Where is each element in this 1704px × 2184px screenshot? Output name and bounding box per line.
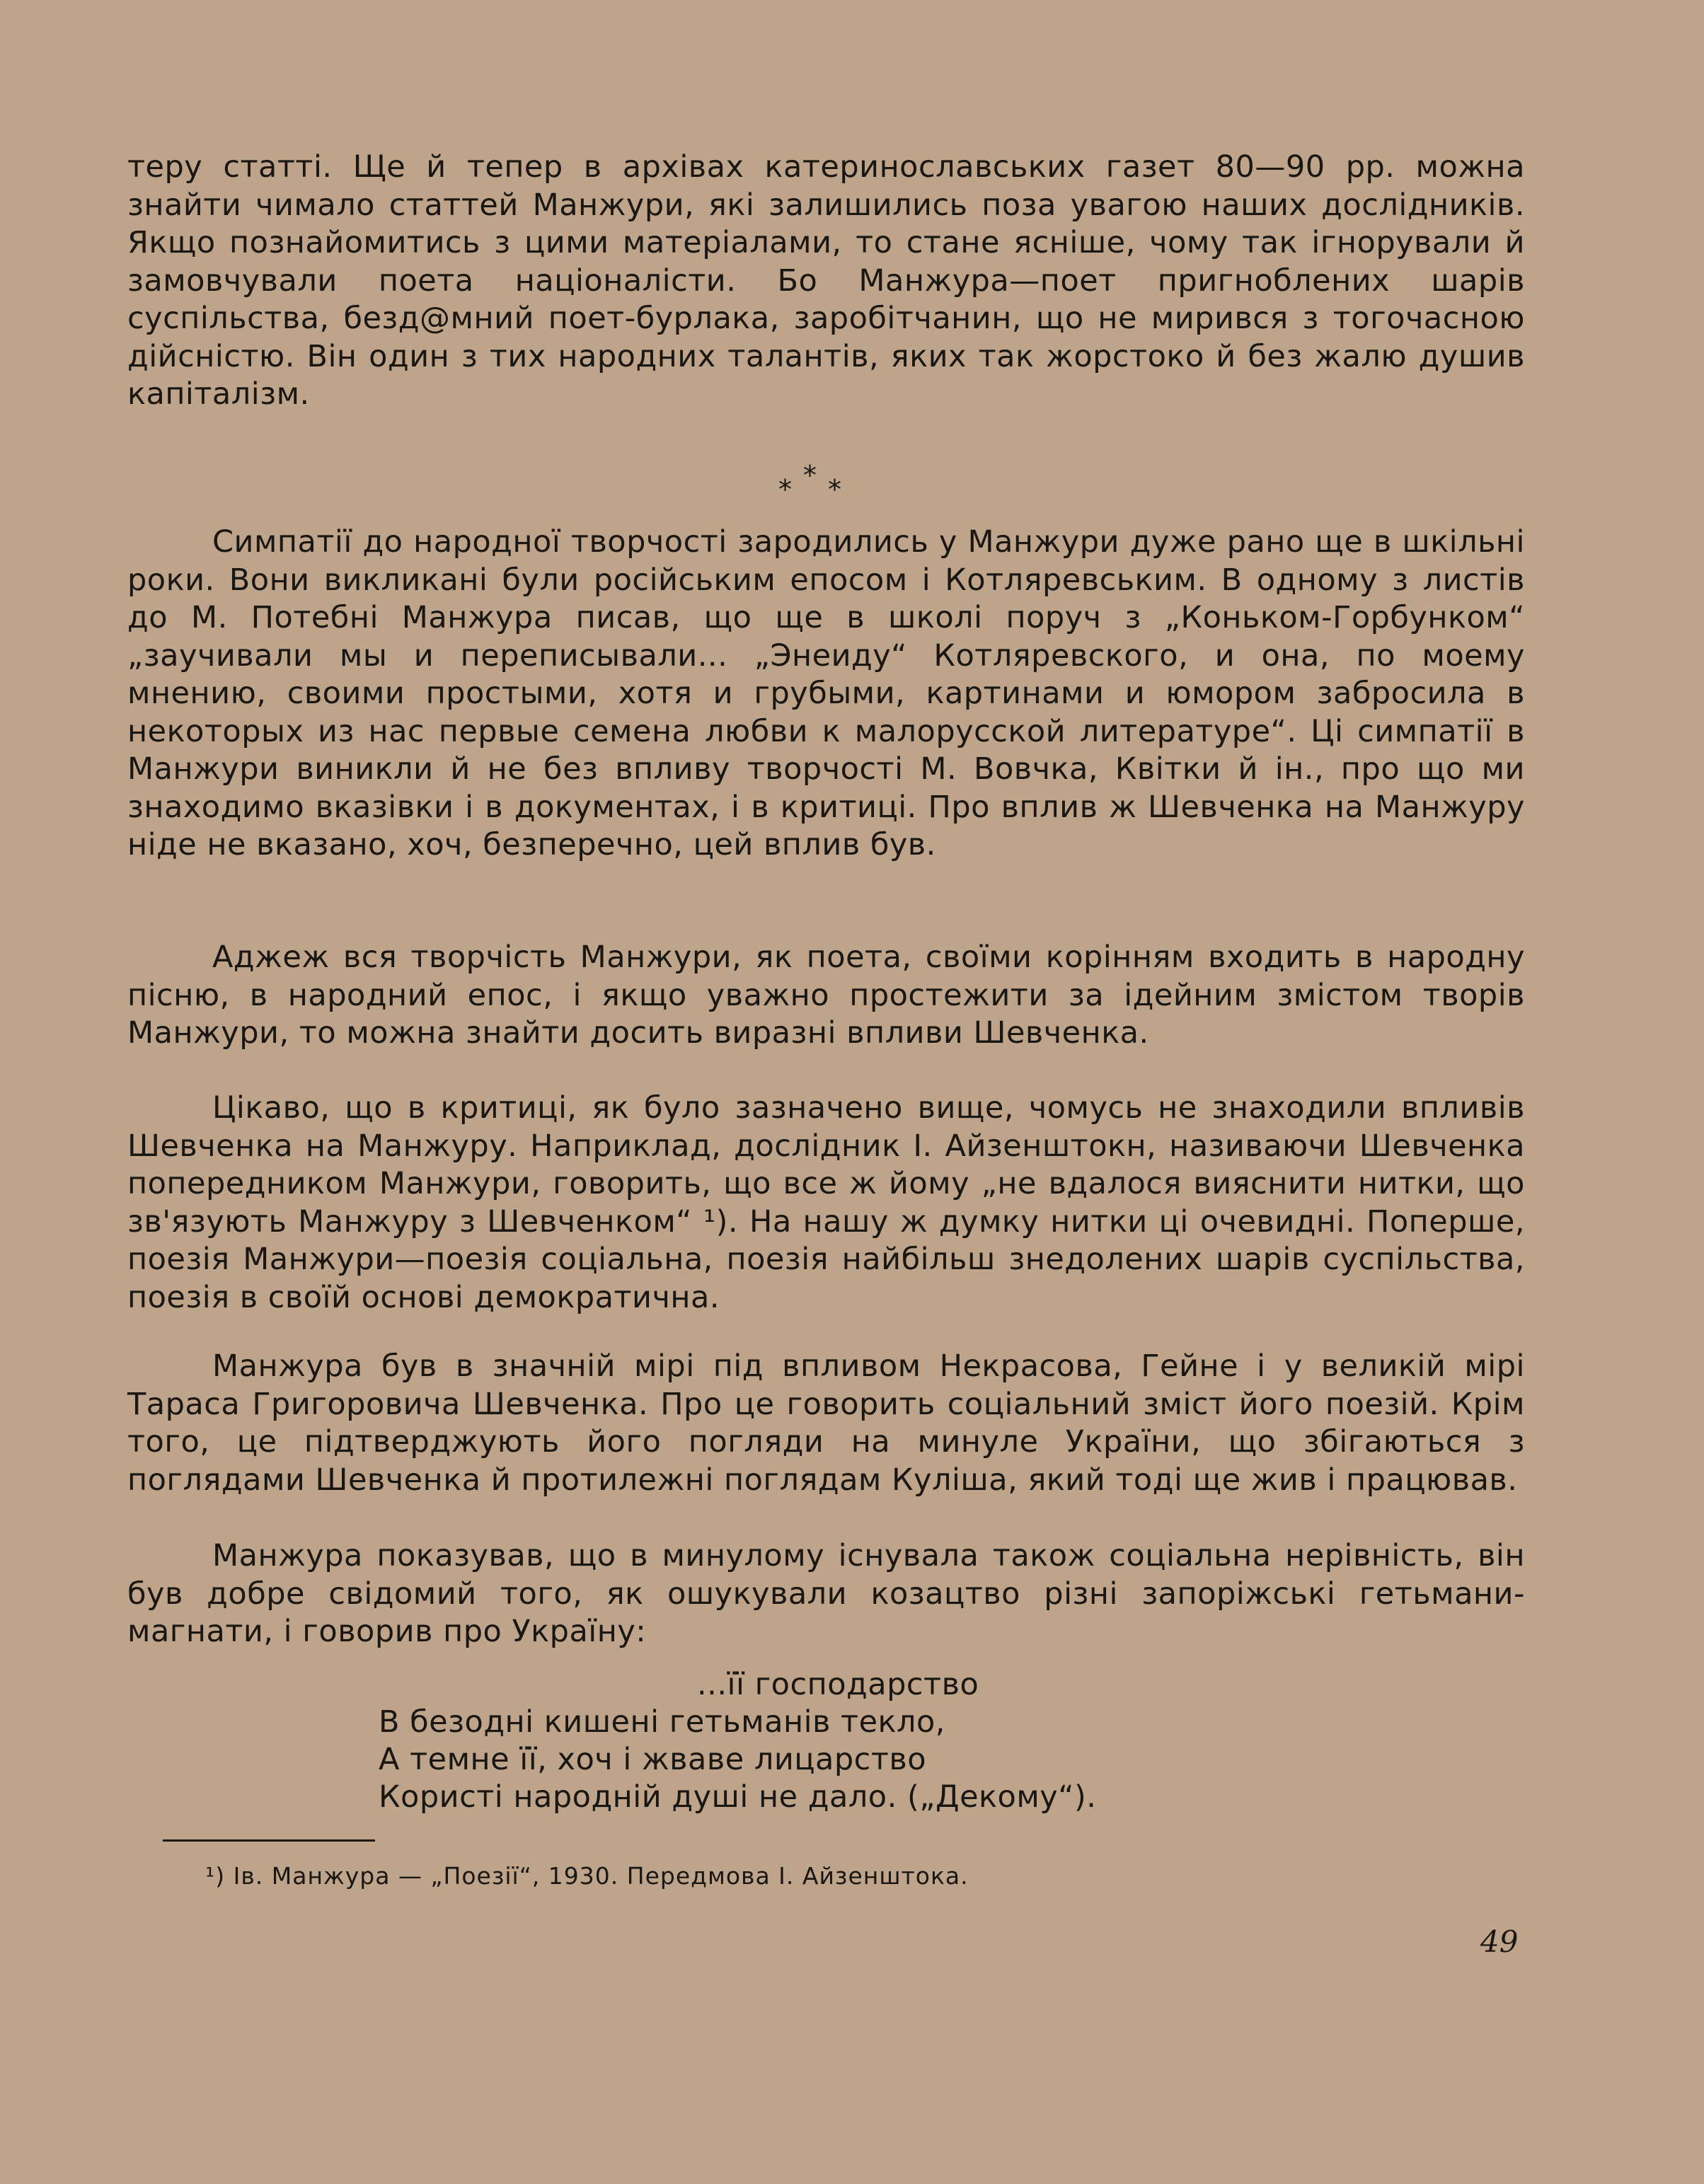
paragraph-manzhura-inequality: Манжура показував, що в минулому існувала також соціальна нерівність, він був добре свідомий того, як ошукували козацтво різні запоріжські гетьмани-магнати, і говорив про Україну:: [127, 1538, 1525, 1649]
paragraph-adzhezh: Аджеж вся творчість Манжури, як поета, своїми корінням входить в народну пісню, в народний епос, і якщо уважно простежити за ідейним змістом творів Манжури, то можна знайти досить виразні впливи Шевченка.: [127, 940, 1525, 1051]
footnote-divider: [163, 1839, 375, 1842]
poem-quote: [379, 1666, 1096, 1816]
paragraph-tsikavo: Цікаво, що в критиці, як було зазначено вище, чомусь не знаходили впливів Шевченка на Манжуру. Наприклад, дослідник І. Айзенштокн, називаючи Шевченка попередником Манжури, говорить, що все ж йому „не вдалося вияснити нитки, що зв'язують Манжуру з Шевченком“ ¹). На нашу ж думку нитки ці очевидні. Поперше, поезія Манжури—поезія соціальна, поезія найбільш знедолених шарів суспільства, поезія в своїй основі демократична.: [127, 1090, 1525, 1315]
paragraph-manzhura-influence: Манжура був в значній мірі під впливом Некрасова, Гейне і у великій мірі Тараса Григоровича Шевченка. Про це говорить соціальний зміст його поезій. Крім того, це підтверджують його погляди на минуле України, що збігаються з поглядами Шевченка й протилежні поглядам Куліша, який тоді ще жив і працював.: [127, 1348, 1525, 1498]
paragraph-sympathy: Симпатії до народної творчості зародились у Манжури дуже рано ще в шкільні роки. Вони викликані були російським епосом і Котляревським. В одному з листів до М. Потебні Манжура писав, що ще в школі поруч з „Коньком-Горбунком“ „заучивали мы и переписывали... „Энеиду“ Котляревского, и она, по моему мнению, своими простыми, хотя и грубыми, картинами и юмором забросила в некоторых из нас первые семена любви к малорусской литературе“. Ці симпатії в Манжури виникли й не без впливу творчості М. Вовчка, Квітки й ін., про що ми знаходимо вказівки і в документах, і в критиці. Про вплив ж Шевченка на Манжуру ніде не вказано, хоч, безперечно, цей вплив був.: [127, 524, 1525, 862]
asterism-star-top: *: [803, 460, 817, 491]
poem-line-2: В безодні кишені гетьманів текло,: [379, 1704, 945, 1740]
page-number: 49: [1480, 1924, 1519, 1959]
asterism-star-left: *: [778, 474, 792, 505]
asterism-star-right: *: [828, 474, 841, 505]
footnote: ¹) Ів. Манжура — „Поезії“, 1930. Передмова І. Айзенштока.: [205, 1862, 969, 1890]
poem-line-4: Користі народній душі не дало. („Декому“).: [379, 1779, 1097, 1815]
poem-line-1: ...її господарство: [697, 1667, 979, 1702]
asterism-divider: [750, 460, 892, 516]
poem-line-3: А темне її, хоч і жваве лицарство: [379, 1742, 927, 1777]
paragraph-continued: теру статті. Ще й тепер в архівах катеринославських газет 80—90 рр. можна знайти чимало статтей Манжури, які залишились поза увагою наших дослідників. Якщо познайомитись з цими матеріалами, то стане ясніше, чому так ігнорували й замовчували поета націоналісти. Бо Манжура—поет пригноблених шарів суспільства, безд@мний поет-бурлака, заробітчанин, що не мирився з тогочасною дійсністю. Він один з тих народних талантів, яких так жорстоко й без жалю душив капіталізм.: [127, 149, 1525, 412]
